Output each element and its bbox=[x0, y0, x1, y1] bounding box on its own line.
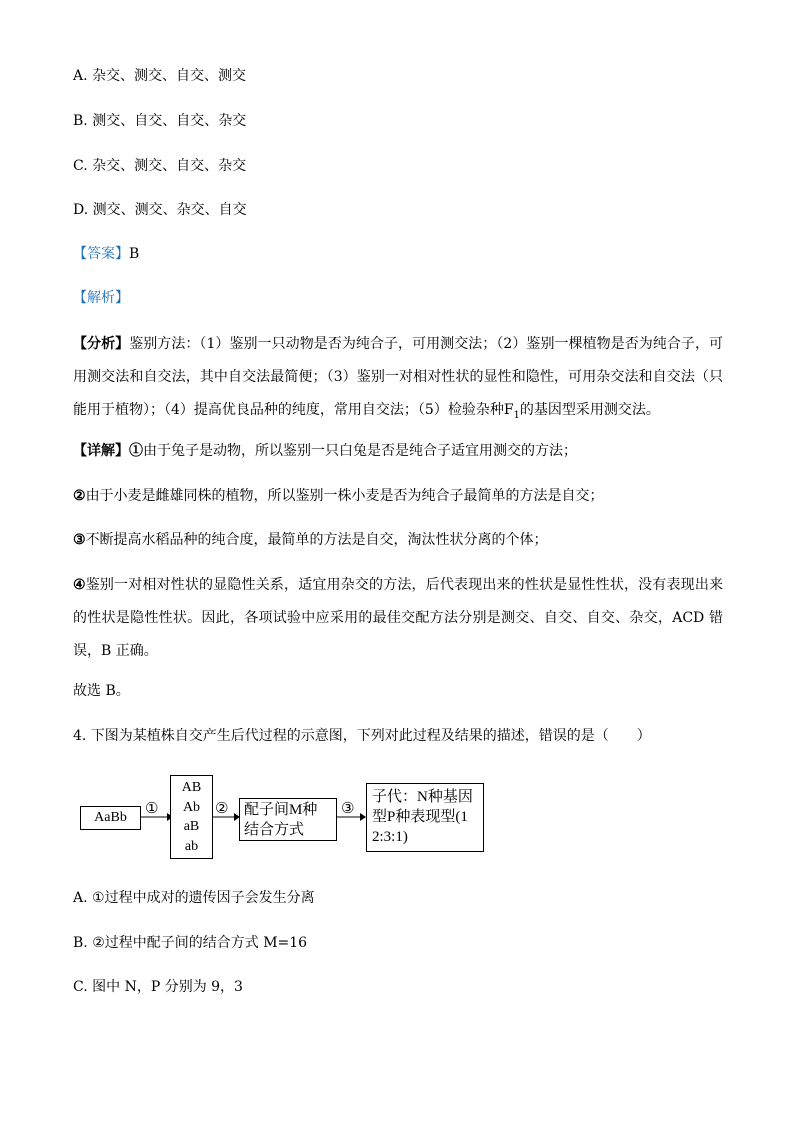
option-letter: C. bbox=[73, 979, 88, 995]
conclusion: 故选 B。 bbox=[73, 683, 130, 699]
detail-text-3: 不断提高水稻品种的纯合度，最简单的方法是自交，淘汰性状分离的个体； bbox=[85, 532, 548, 548]
detail-mark-1: ① bbox=[129, 443, 143, 459]
detail-mark-3: ③ bbox=[73, 532, 86, 548]
detail-text-4: 鉴别一对相对性状的显隐性关系，适宜用杂交的方法，后代表现出来的性状是显性性状，没有表现出来的性状是隐性性状。因此，各项试验中应采用的最佳交配方法分别是测交、自交、自交、杂交，ACD 错误，B 正确。 bbox=[73, 577, 723, 659]
q4-option-a bbox=[73, 888, 315, 908]
detail-mark-4: ④ bbox=[73, 577, 86, 593]
answer-label: 【答案】 bbox=[73, 246, 129, 262]
option-letter: A. bbox=[73, 890, 88, 906]
option-text: 图中 N，P 分别为 9，3 bbox=[92, 979, 243, 995]
q4-option-c bbox=[73, 977, 243, 997]
detail-label: 【详解】 bbox=[73, 443, 129, 459]
combination-box: 配子间M种结合方式 bbox=[239, 798, 337, 841]
gametes-box bbox=[170, 775, 213, 859]
offspring-box: 子代：N种基因型P种表现型(12:3:1) bbox=[366, 783, 484, 852]
gamete: ab bbox=[184, 838, 199, 854]
fenxi-f: F bbox=[503, 402, 514, 418]
option-letter: B. bbox=[73, 935, 88, 951]
gamete: aB bbox=[183, 819, 200, 834]
gamete: AB bbox=[181, 780, 202, 795]
fenxi-sub: 1 bbox=[513, 409, 520, 421]
fenxi-tail: 的基因型采用测交法。 bbox=[519, 402, 660, 418]
option-text: 测交、自交、自交、杂交 bbox=[92, 113, 247, 129]
option-letter: A. bbox=[73, 68, 88, 84]
option-text: 杂交、测交、自交、测交 bbox=[92, 68, 247, 84]
option-text: ②过程中配子间的结合方式 M=16 bbox=[92, 935, 308, 951]
option-letter: D. bbox=[73, 202, 89, 218]
option-text: ①过程中成对的遗传因子会发生分离 bbox=[92, 890, 315, 906]
q4-stem: 4. 下图为某植株自交产生后代过程的示意图，下列对此过程及结果的描述，错误的是（ ） bbox=[73, 728, 651, 744]
answer-value: B bbox=[129, 246, 140, 262]
fenxi-label: 【分析】 bbox=[73, 336, 130, 352]
step-1-label: ① bbox=[145, 799, 159, 817]
option-text: 测交、测交、杂交、自交 bbox=[92, 202, 247, 218]
detail-text-2: 由于小麦是雌雄同株的植物，所以鉴别一株小麦是否为纯合子最简单的方法是自交； bbox=[85, 488, 604, 504]
detail-mark-2: ② bbox=[73, 488, 86, 504]
analysis-label: 【解析】 bbox=[73, 290, 129, 306]
fenxi-text: 鉴别方法：（1）鉴别一只动物是否为纯合子，可用测交法；（2）鉴别一棵植物是否为纯合子，可用测交法和自交法，其中自交法最简便；（3）鉴别一对相对性状的显性和隐性，可用杂交法和自交法（只能用于植物）；（4）提高优良品种的纯度，常用自交法；（5）检验杂种 bbox=[73, 336, 724, 418]
step-3-label: ③ bbox=[341, 799, 355, 817]
parent-genotype-box: AaBb bbox=[80, 806, 141, 830]
q4-option-b bbox=[73, 933, 307, 953]
option-letter: B. bbox=[73, 113, 88, 129]
option-text: 杂交、测交、自交、杂交 bbox=[92, 158, 247, 174]
gamete: Ab bbox=[182, 799, 201, 815]
step-2-label: ② bbox=[215, 799, 229, 817]
option-letter: C. bbox=[73, 158, 88, 174]
detail-text-1: 由于兔子是动物，所以鉴别一只白兔是否是纯合子适宜用测交的方法； bbox=[143, 443, 577, 459]
